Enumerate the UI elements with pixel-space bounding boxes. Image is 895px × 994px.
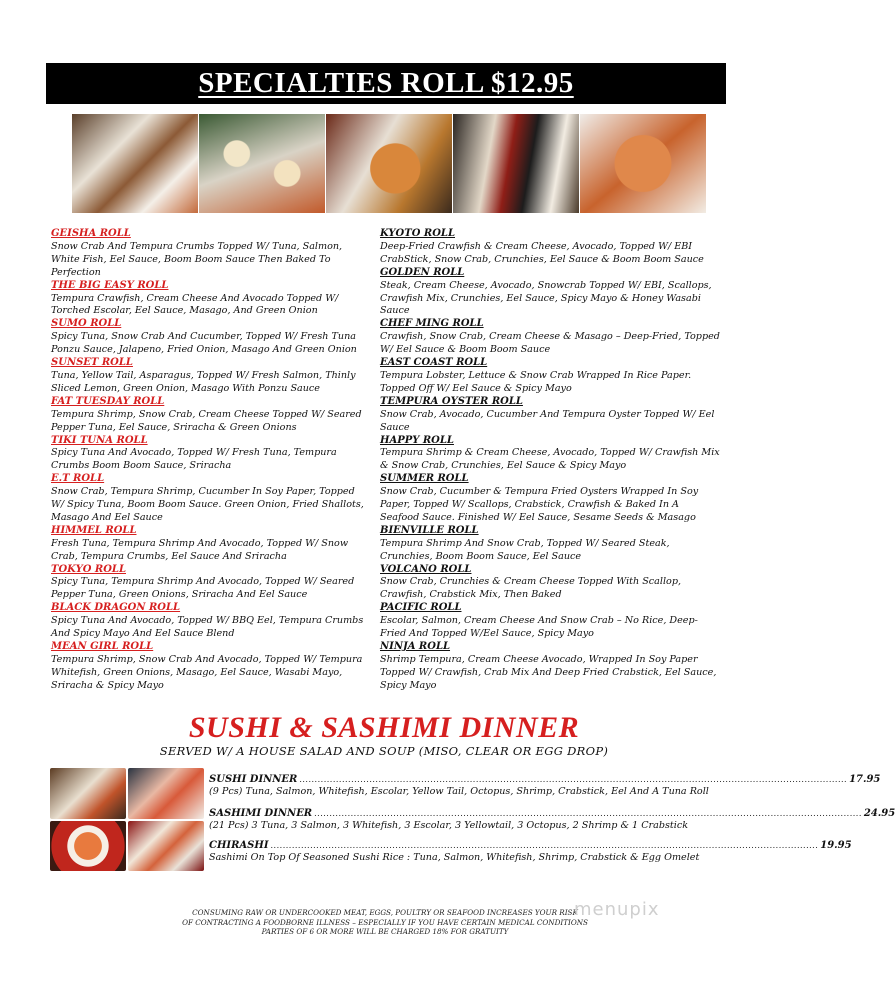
menu-item xyxy=(51,280,369,319)
dinner-photo-3 xyxy=(50,821,126,872)
item-description: Tuna, Yellow Tail, Asparagus, Topped W/ Fresh Salmon, Thinly Sliced Lemon, Green Onion, Masago With Ponzu Sauce xyxy=(51,369,356,394)
item-description: Tempura Lobster, Lettuce & Snow Crab Wrapped In Rice Paper. Topped Off W/ Eel Sauce & Spicy Mayo xyxy=(380,369,692,394)
menu-item xyxy=(380,641,720,693)
dinner-photo-4 xyxy=(128,821,204,872)
item-description: Steak, Cream Cheese, Avocado, Snowcrab Topped W/ EBI, Scallops, Crawfish Mix, Crunchies, Eel Sauce, Spicy Mayo & Honey Wasabi Sauce xyxy=(380,279,712,317)
disclaimer-line: PARTIES OF 6 OR MORE WILL BE CHARGED 18% FOR GRATUITY xyxy=(261,927,509,936)
item-description: Fresh Tuna, Tempura Shrimp And Avocado, Topped W/ Snow Crab, Tempura Crumbs, Eel Sauce And Sriracha xyxy=(51,537,349,562)
item-description: Spicy Tuna And Avocado, Topped W/ BBQ Eel, Tempura Crumbs And Spicy Mayo And Eel Sauce Blend xyxy=(51,615,364,640)
menu-item xyxy=(380,228,720,267)
menu-item xyxy=(380,357,720,396)
menu-item xyxy=(51,641,369,693)
item-name: MEAN GIRL ROLL xyxy=(51,641,154,652)
item-description: Tempura Shrimp, Snow Crab And Avocado, Topped W/ Tempura Whitefish, Green Onions, Masago, Eel Sauce, Wasabi Mayo, Sriracha & Spicy Mayo xyxy=(51,653,363,691)
dinner-photo-2 xyxy=(128,768,204,819)
item-name: SUMMER ROLL xyxy=(380,473,469,485)
item-name: TEMPURA OYSTER ROLL xyxy=(380,395,523,407)
dinner-photo-1 xyxy=(50,768,126,819)
menu-item xyxy=(51,564,369,603)
item-description: Deep-Fried Crawfish & Cream Cheese, Avocado, Topped W/ EBI CrabStick, Snow Crab, Crunchies, Eel Sauce & Boom Boom Sauce xyxy=(380,240,704,265)
page-title: SPECIALTIES ROLL $12.95 xyxy=(198,67,574,99)
disclaimer-line: OF CONTRACTING A FOODBORNE ILLNESS – ESPECIALLY IF YOU HAVE CERTAIN MEDICAL CONDITIONS xyxy=(182,917,588,927)
disclaimer xyxy=(150,908,620,937)
dinner-item xyxy=(209,808,895,832)
item-name: TOKYO ROLL xyxy=(51,563,126,575)
photo-strip xyxy=(72,114,706,213)
leader-dots: .................................................................................................................................................................................... xyxy=(299,775,848,784)
item-name: TIKI TUNA ROLL xyxy=(51,434,148,446)
menu-item xyxy=(51,602,369,641)
menu-item xyxy=(380,318,720,357)
menu-item xyxy=(51,318,369,357)
item-name: FAT TUESDAY ROLL xyxy=(51,395,165,407)
menu-item xyxy=(51,525,369,564)
roll-photo-2 xyxy=(199,114,325,213)
roll-photo-4 xyxy=(453,114,579,213)
menu-item xyxy=(380,435,720,474)
item-name: THE BIG EASY ROLL xyxy=(51,279,169,291)
item-description: Snow Crab, Crunchies & Cream Cheese Topped With Scallop, Crawfish, Crabstick Mix, Then Baked xyxy=(380,576,682,601)
menu-item xyxy=(380,267,720,319)
item-name: KYOTO ROLL xyxy=(380,228,455,239)
item-description: Shrimp Tempura, Cream Cheese Avocado, Wrapped In Soy Paper Topped W/ Crawfish, Crab Mix And Deep Fried Crabstick, Eel Sauce, Spicy Mayo xyxy=(380,653,717,691)
dinner-description: (9 Pcs) Tuna, Salmon, Whitefish, Escolar, Yellow Tail, Octopus, Shrimp, Crabstick, Eel And A Tuna Roll xyxy=(209,786,709,797)
dinner-item xyxy=(209,774,881,798)
menu-item xyxy=(380,396,720,435)
item-description: Tempura Shrimp, Snow Crab, Cream Cheese Topped W/ Seared Pepper Tuna, Eel Sauce, Sriracha & Green Onions xyxy=(51,408,362,433)
item-description: Snow Crab, Tempura Shrimp, Cucumber In Soy Paper, Topped W/ Spicy Tuna, Boom Boom Sauce. Green Onion, Fried Shallots, Masago And Eel Sauce xyxy=(51,486,364,523)
item-description: Spicy Tuna, Snow Crab And Cucumber, Topped W/ Fresh Tuna Ponzu Sauce, Jalapeno, Fried Onion, Masago And Green Onion xyxy=(51,331,357,356)
watermark: menupix xyxy=(574,899,660,920)
dinner-description: (21 Pcs) 3 Tuna, 3 Salmon, 3 Whitefish, 3 Escolar, 3 Yellowtail, 3 Octopus, 2 Shrimp & 1 Crabstick xyxy=(209,820,689,831)
item-name: PACIFIC ROLL xyxy=(380,602,462,614)
item-name: CHEF MING ROLL xyxy=(380,318,484,330)
item-name: HAPPY ROLL xyxy=(380,434,454,446)
item-description: Snow Crab And Tempura Crumbs Topped W/ Tuna, Salmon, White Fish, Eel Sauce, Boom Boom Sauce Then Baked To Perfection xyxy=(51,240,343,278)
dinner-photos xyxy=(50,768,204,871)
item-description: Tempura Crawfish, Cream Cheese And Avocado Topped W/ Torched Escolar, Eel Sauce, Masago, And Green Onion xyxy=(51,292,339,317)
section-subtitle: SERVED W/ A HOUSE SALAD AND SOUP (MISO, CLEAR OR EGG DROP) xyxy=(159,744,609,758)
item-description: Tempura Shrimp & Cream Cheese, Avocado, Topped W/ Crawfish Mix & Snow Crab, Crunchies, Eel Sauce & Spicy Mayo xyxy=(380,447,720,472)
menu-item xyxy=(380,564,720,603)
roll-photo-3 xyxy=(326,114,452,213)
menu-item xyxy=(51,396,369,435)
rolls-right-column xyxy=(380,228,720,693)
disclaimer-line: CONSUMING RAW OR UNDERCOOKED MEAT, EGGS, POULTRY OR SEAFOOD INCREASES YOUR RISK xyxy=(192,908,578,917)
dinner-price: 24.95 xyxy=(863,808,895,819)
item-description: Snow Crab, Cucumber & Tempura Fried Oysters Wrapped In Soy Paper, Topped W/ Scallops, Crabstick, Crawfish & Baked In A Seafood Sauce. Finished W/ Eel Sauce, Sesame Seeds & Masago xyxy=(380,486,699,523)
section-title: SUSHI & SASHIMI DINNER xyxy=(188,711,580,744)
item-name: NINJA ROLL xyxy=(380,641,451,652)
menu-item xyxy=(51,357,369,396)
dinner-price: 17.95 xyxy=(849,774,881,785)
dinner-name: CHIRASHI xyxy=(209,840,269,851)
item-description: Spicy Tuna, Tempura Shrimp And Avocado, Topped W/ Seared Pepper Tuna, Green Onions, Sriracha And Eel Sauce xyxy=(51,576,355,601)
item-description: Spicy Tuna And Avocado, Topped W/ Fresh Tuna, Tempura Crumbs Boom Boom Sauce, Sriracha xyxy=(51,447,337,472)
menu-item xyxy=(51,473,369,525)
rolls-left-column xyxy=(51,228,369,693)
item-description: Tempura Shrimp And Snow Crab, Topped W/ Seared Steak, Crunchies, Boom Boom Sauce, Eel Sauce xyxy=(380,537,670,562)
item-name: SUNSET ROLL xyxy=(51,357,133,369)
item-name: E.T ROLL xyxy=(51,473,105,485)
menu-item xyxy=(51,228,369,280)
item-name: HIMMEL ROLL xyxy=(51,524,137,536)
dinner-description: Sashimi On Top Of Seasoned Sushi Rice : Tuna, Salmon, Whitefish, Shrimp, Crabstick & Egg Omelet xyxy=(209,852,700,863)
item-name: VOLCANO ROLL xyxy=(380,563,472,575)
dinner-price: 19.95 xyxy=(820,840,852,851)
header-banner xyxy=(46,63,726,104)
item-name: GEISHA ROLL xyxy=(51,228,131,239)
item-description: Snow Crab, Avocado, Cucumber And Tempura Oyster Topped W/ Eel Sauce xyxy=(380,408,715,433)
leader-dots: .................................................................................................................................................................................... xyxy=(270,841,819,850)
roll-photo-1 xyxy=(72,114,198,213)
menu-item xyxy=(380,473,720,525)
item-name: BLACK DRAGON ROLL xyxy=(51,602,181,614)
item-description: Crawfish, Snow Crab, Cream Cheese & Masago – Deep-Fried, Topped W/ Eel Sauce & Boom Boom Sauce xyxy=(380,331,720,356)
roll-photo-5 xyxy=(580,114,706,213)
dinner-item xyxy=(209,840,852,864)
item-name: GOLDEN ROLL xyxy=(380,266,465,278)
dinner-name: SASHIMI DINNER xyxy=(209,808,313,819)
menu-item xyxy=(51,435,369,474)
leader-dots: .................................................................................................................................................................................... xyxy=(314,809,862,818)
item-name: EAST COAST ROLL xyxy=(380,357,488,369)
menu-item xyxy=(380,525,720,564)
item-description: Escolar, Salmon, Cream Cheese And Snow Crab – No Rice, Deep-Fried And Topped W/Eel Sauce, Spicy Mayo xyxy=(380,615,698,640)
item-name: BIENVILLE ROLL xyxy=(380,524,479,536)
dinner-name: SUSHI DINNER xyxy=(209,774,298,785)
item-name: SUMO ROLL xyxy=(51,318,122,330)
menu-item xyxy=(380,602,720,641)
